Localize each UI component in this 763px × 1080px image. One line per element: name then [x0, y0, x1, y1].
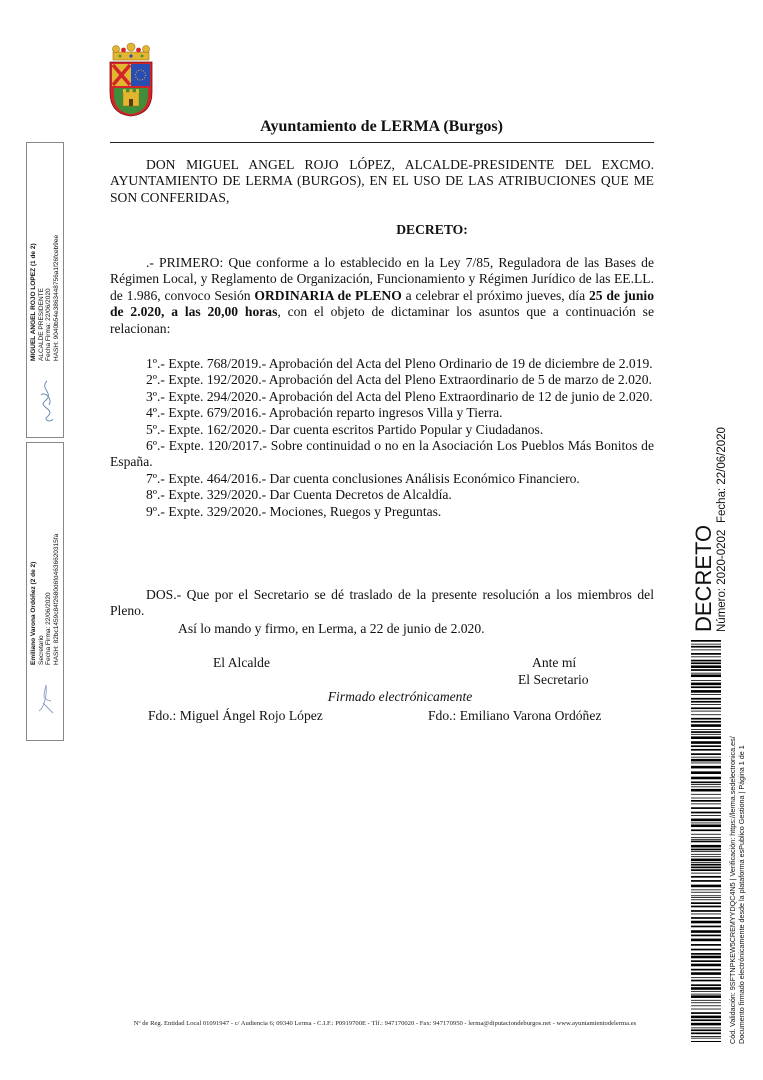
- mayor-stamp-text: [30, 235, 60, 361]
- barcode-bar: [691, 731, 721, 733]
- primero-session-type: ORDINARIA de PLENO: [254, 287, 402, 303]
- barcode-bar: [691, 1009, 721, 1010]
- barcode-bar: [691, 873, 721, 874]
- barcode-bar: [691, 895, 721, 896]
- barcode-bar: [691, 859, 721, 862]
- closing-line: Así lo mando y firmo, en Lerma, a 22 de junio de 2.020.: [178, 621, 485, 636]
- mayor-signature-stamp: [26, 142, 64, 438]
- barcode-bar: [691, 724, 721, 727]
- barcode-bar: [691, 926, 721, 928]
- agenda-item: [110, 356, 654, 372]
- primero-text-3: , con el objeto de dictaminar los asuntos que a continuación se relacionan:: [110, 304, 654, 336]
- barcode-bar: [691, 789, 721, 792]
- barcode-bar: [691, 753, 721, 755]
- barcode-bar: [691, 851, 721, 852]
- barcode-bar: [691, 665, 721, 668]
- barcode-bar: [691, 680, 721, 681]
- town-crest-logo: [106, 42, 156, 118]
- barcode-bar: [691, 987, 721, 990]
- barcode-bar: [691, 972, 721, 975]
- barcode-bar: [691, 889, 721, 890]
- barcode-bar: [691, 880, 721, 882]
- barcode-bar: [691, 759, 721, 762]
- decree-heading: DECRETO:: [396, 222, 468, 237]
- agenda-item-text: Aprobación reparto ingresos Villa y Tierra.: [266, 405, 503, 421]
- barcode-bar: [691, 766, 721, 769]
- barcode-bar: [691, 741, 721, 744]
- barcode-bar: [691, 960, 721, 962]
- barcode-bar: [691, 885, 721, 888]
- secretary-handwritten-signature: [35, 681, 57, 717]
- agenda-item: [110, 405, 654, 421]
- barcode-bar: [691, 784, 721, 785]
- organization-title: Ayuntamiento de LERMA (Burgos): [260, 118, 503, 135]
- barcode-bar: [691, 994, 721, 995]
- agenda-item: [110, 438, 654, 471]
- barcode-bar: [691, 729, 721, 730]
- agenda-item-number: 5º.- Expte. 162/2020.-: [146, 421, 267, 437]
- barcode-bar: [691, 819, 721, 822]
- dos-paragraph: DOS.- Que por el Secretario se dé traslado de la presente resolución a los miembros del Pleno.: [110, 587, 654, 619]
- barcode-bar: [691, 944, 721, 946]
- barcode-bar: [691, 856, 721, 857]
- barcode-bar: [691, 640, 721, 642]
- barcode-bar: [691, 1038, 721, 1039]
- agenda-item-text: Aprobación del Acta del Pleno Extraordinario de 5 de marzo de 2.020.: [266, 372, 652, 388]
- title-divider: [110, 142, 654, 143]
- barcode-bar: [691, 662, 721, 664]
- barcode-bar: [691, 701, 721, 703]
- barcode-bar: [691, 1002, 721, 1003]
- barcode-bar: [691, 660, 721, 662]
- barcode-bar: [691, 690, 721, 693]
- barcode-bar: [691, 845, 721, 848]
- barcode-bar: [691, 673, 721, 674]
- barcode-bar: [691, 834, 721, 835]
- barcode-bar: [691, 718, 721, 720]
- secretary-stamp-date: Fecha Firma: 22/06/2020: [45, 592, 53, 665]
- barcode-bar: [691, 935, 721, 937]
- barcode-bar: [691, 1027, 721, 1028]
- barcode-bar: [691, 1032, 721, 1034]
- barcode-bar: [691, 902, 721, 904]
- primero-text-2: a celebrar el próximo jueves, día: [401, 287, 589, 303]
- barcode-bar: [691, 698, 721, 700]
- barcode-bar: [691, 867, 721, 869]
- barcode-bar: [691, 956, 721, 959]
- barcode-bar: [691, 694, 721, 695]
- agenda-item-text: Aprobación del Acta del Pleno Extraordinario de 12 de junio de 2.020.: [266, 388, 653, 404]
- barcode-bar: [691, 745, 721, 747]
- barcode-bar: [691, 977, 721, 978]
- barcode-bar: [691, 864, 721, 866]
- barcode-bar: [691, 930, 721, 933]
- decree-side-label: DECRETO: [691, 524, 716, 632]
- barcode-bar: [691, 807, 721, 809]
- platform-note: Documento firmado electrónicamente desde la plataforma esPublico Gestiona | Página 1 de 1: [737, 745, 746, 1044]
- barcode-bar: [691, 854, 721, 855]
- barcode-bar: [691, 1012, 721, 1014]
- agenda-item: [110, 372, 654, 388]
- mayor-stamp-hash: HASH: 9040b54e3863448756a1f26fceb9ee: [52, 234, 60, 361]
- primero-paragraph: [110, 255, 654, 337]
- mayor-stamp-date: Fecha Firma: 22/06/2020: [45, 288, 53, 361]
- barcode-bar: [691, 646, 721, 648]
- barcode-bar: [691, 707, 721, 709]
- barcode-bar: [691, 669, 721, 671]
- barcode-bar: [691, 841, 721, 843]
- barcode-bar: [691, 839, 721, 840]
- barcode-bar: [691, 849, 721, 851]
- barcode-bar: [691, 656, 721, 657]
- agenda-item-text: Sobre continuidad o no en la Asociación Los Pueblos Más Bonitos de España.: [110, 438, 655, 470]
- barcode-bar: [691, 757, 721, 758]
- secretary-role: El Secretario: [518, 672, 589, 687]
- barcode-bar: [691, 921, 721, 924]
- barcode-bar: [691, 781, 721, 783]
- secretary-role-ante: Ante mí: [532, 655, 577, 670]
- mayor-role: El Alcalde: [213, 655, 270, 670]
- decree-side-number: Número: 2020-0202: [716, 529, 728, 632]
- mayor-handwritten-signature: [35, 379, 59, 425]
- agenda-item: [110, 422, 654, 438]
- electronic-signature-note: Firmado electrónicamente: [327, 689, 473, 704]
- barcode-bar: [691, 711, 721, 712]
- barcode-bar: [691, 949, 721, 951]
- agenda-item-number: 3º.- Expte. 294/2020.-: [146, 388, 267, 404]
- barcode-bar: [691, 914, 721, 915]
- secretary-stamp-hash: HASH: 82bc1459c84f2680d6fd4636620315fa: [52, 533, 60, 665]
- agenda-item: [110, 471, 654, 487]
- barcode-bar: [691, 777, 721, 780]
- agenda-item-text: Dar cuenta conclusiones Análisis Económico Financiero.: [266, 470, 580, 486]
- secretary-stamp-name: Emiliano Varona Ordóñez (2 de 2): [30, 561, 37, 665]
- barcode-bar: [691, 1041, 721, 1042]
- barcode: [691, 640, 721, 1042]
- barcode-bar: [691, 917, 721, 919]
- barcode-bar: [691, 683, 721, 686]
- primero-session-date: 25 de junio de 2.020, a las 20,00 horas: [110, 287, 654, 320]
- barcode-bar: [691, 736, 721, 739]
- intro-paragraph: DON MIGUEL ANGEL ROJO LÓPEZ, ALCALDE-PRESIDENTE DEL EXCMO. AYUNTAMIENTO DE LERMA (BURGOS), EN EL USO DE LAS ATRIBUCIONES QUE ME SON CONFERIDAS,: [110, 157, 654, 205]
- agenda-item-number: 9º.- Expte. 329/2020.-: [146, 503, 267, 519]
- barcode-bar: [691, 649, 721, 650]
- barcode-bar: [691, 892, 721, 893]
- barcode-bar: [691, 824, 721, 827]
- barcode-bar: [691, 862, 721, 863]
- mayor-signature-name: Fdo.: Miguel Ángel Rojo López: [148, 708, 323, 723]
- barcode-bar: [691, 1016, 721, 1019]
- barcode-bar: [691, 939, 721, 942]
- barcode-bar: [691, 953, 721, 955]
- agenda-item-number: 4º.- Expte. 679/2016.-: [146, 405, 267, 421]
- agenda-item: [110, 504, 654, 520]
- barcode-bar: [691, 869, 721, 871]
- barcode-bar: [691, 876, 721, 878]
- barcode-bar: [691, 984, 721, 986]
- barcode-bar: [691, 969, 721, 971]
- barcode-bar: [691, 1000, 721, 1001]
- secretary-stamp-text: [30, 534, 60, 665]
- barcode-bar: [691, 644, 721, 645]
- barcode-bar: [691, 815, 721, 816]
- barcode-bar: [691, 771, 721, 774]
- barcode-bar: [691, 1029, 721, 1031]
- barcode-bar: [691, 794, 721, 795]
- agenda-item-number: 7º.- Expte. 464/2016.-: [146, 470, 267, 486]
- decree-side-date: Fecha: 22/06/2020: [716, 427, 728, 523]
- barcode-bar: [691, 964, 721, 967]
- barcode-bar: [691, 991, 721, 992]
- barcode-bar: [691, 995, 721, 998]
- barcode-bar: [691, 823, 721, 824]
- agenda-item-text: Dar Cuenta Decretos de Alcaldía.: [266, 487, 452, 503]
- validation-code: Cód. Validación: 9SFTNPKEW5CREMYYDQC4N5 | Verificación: https://lerma.sedelectronica.es/: [728, 736, 737, 1044]
- barcode-bar: [691, 674, 721, 677]
- barcode-bar: [691, 906, 721, 908]
- barcode-bar: [691, 803, 721, 804]
- agenda-item-text: Aprobación del Acta del Pleno Ordinario de 19 de diciembre de 2.019.: [266, 356, 653, 371]
- barcode-bar: [691, 897, 721, 898]
- secretary-stamp-role: Secretario: [37, 635, 45, 665]
- barcode-bar: [691, 798, 721, 799]
- barcode-bar: [691, 980, 721, 982]
- agenda-item-number: 8º.- Expte. 329/2020.-: [146, 487, 267, 503]
- agenda-item-number: 6º.- Expte. 120/2017.-: [146, 438, 267, 454]
- agenda-item-text: Dar cuenta escritos Partido Popular y Ciudadanos.: [266, 421, 544, 437]
- agenda-item-number: 1º.- Expte. 768/2019.-: [146, 356, 267, 371]
- barcode-bar: [691, 1005, 721, 1006]
- barcode-bar: [691, 829, 721, 831]
- agenda-item-text: Mociones, Ruegos y Preguntas.: [266, 503, 442, 519]
- secretary-signature-name: Fdo.: Emiliano Varona Ordóñez: [428, 708, 602, 723]
- barcode-bar: [691, 910, 721, 912]
- barcode-bar: [691, 653, 721, 655]
- barcode-bar: [691, 763, 721, 764]
- barcode-bar: [691, 714, 721, 715]
- barcode-bar: [691, 800, 721, 802]
- barcode-bar: [691, 721, 721, 723]
- agenda-list: [110, 356, 654, 520]
- mayor-stamp-name: MIGUEL ANGEL ROJO LOPEZ (1 de 2): [30, 243, 37, 361]
- secretary-signature-stamp: [26, 442, 64, 741]
- barcode-bar: [691, 686, 721, 688]
- barcode-bar: [691, 1036, 721, 1037]
- barcode-bar: [691, 734, 721, 735]
- barcode-bar: [691, 704, 721, 705]
- barcode-bar: [691, 812, 721, 814]
- barcode-bar: [691, 786, 721, 787]
- barcode-bar: [691, 837, 721, 838]
- mayor-stamp-role: ALCALDE PRESIDENTE: [37, 288, 45, 361]
- agenda-item: [110, 487, 654, 503]
- primero-text-1: .- PRIMERO: Que conforme a lo establecido en la Ley 7/85, Reguladora de las Bases de Régimen Local, y Reglamento de Organización, Funcionamiento y Régimen Jurídico de las EE.LL. de 1.986, convoco Sesión: [110, 255, 654, 303]
- barcode-bar: [691, 899, 721, 900]
- page-footer: Nº de Reg. Entidad Local 01091947 - c/ Audiencia 6; 09340 Lerma - C.I.F.: P0919700E - Tlf.: 947170020 - Fax: 947170950 - lerma@diputaciondeburgos.net - www.ayuntamientodelerma.es: [133, 1020, 637, 1027]
- barcode-bar: [691, 749, 721, 751]
- agenda-item-number: 2º.- Expte. 192/2020.-: [146, 372, 267, 388]
- agenda-item: [110, 389, 654, 405]
